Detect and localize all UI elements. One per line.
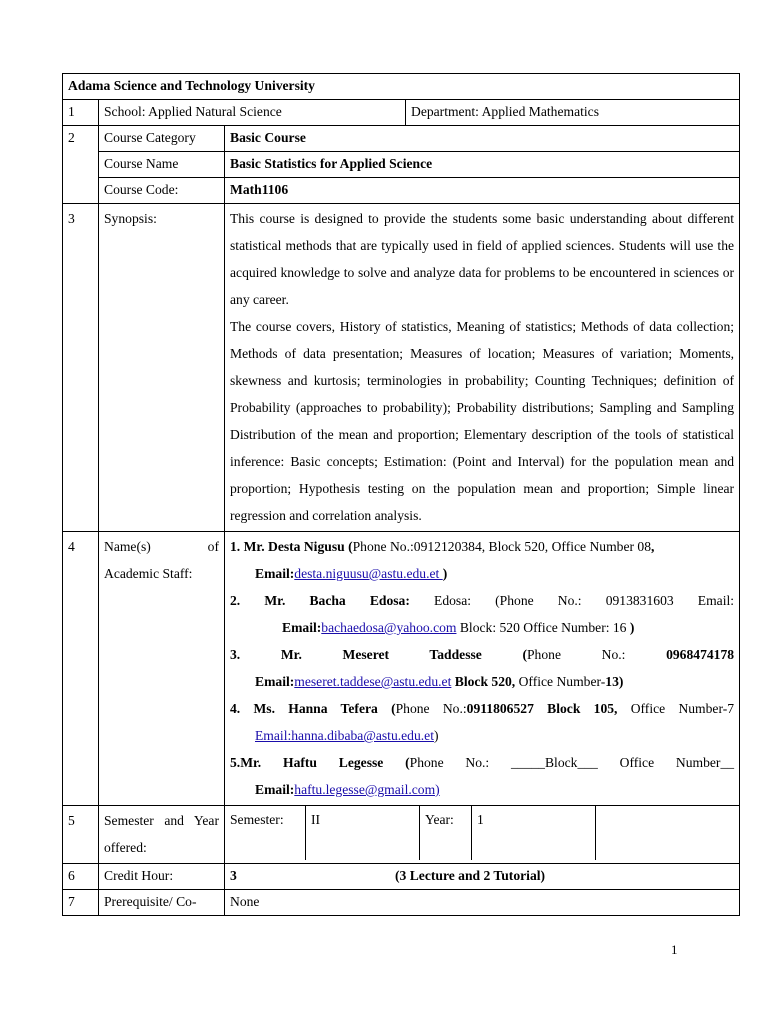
university-name: Adama Science and Technology University xyxy=(63,74,740,100)
staff-entry-3: 3. Mr. Meseret Taddesse (Phone No.: 0968474178 xyxy=(230,647,735,662)
row-course-name xyxy=(63,152,740,178)
staff-label: Name(s) of Academic Staff: xyxy=(99,532,225,806)
year-value: 1 xyxy=(472,806,596,860)
course-name-label: Course Name xyxy=(99,152,225,178)
staff-email-link[interactable]: haftu.legesse@gmail.com) xyxy=(294,782,440,797)
semester-label: Semester and Year offered: xyxy=(99,806,225,864)
row-course-code xyxy=(63,178,740,204)
prerequisite-label: Prerequisite/ Co- xyxy=(99,890,225,916)
course-code-label: Course Code: xyxy=(99,178,225,204)
semester-value: II xyxy=(306,806,420,860)
year-label: Year: xyxy=(420,806,472,860)
staff-email-link[interactable]: Email:hanna.dibaba@astu.edu.et xyxy=(255,728,434,743)
row-number: 4 xyxy=(63,532,99,806)
header-row xyxy=(63,74,740,100)
staff-entry-4: 4. Ms. Hanna Tefera (Phone No.:0911806527 Block 105, Office Number-7 xyxy=(230,701,735,716)
page-number: 1 xyxy=(671,942,678,957)
row-prerequisite xyxy=(63,890,740,916)
semester-label-cell: Semester: xyxy=(225,806,306,860)
course-name-value: Basic Statistics for Applied Science xyxy=(225,152,740,178)
credit-hour-detail: (3 Lecture and 2 Tutorial) xyxy=(395,868,546,883)
staff-entry-1: 1. Mr. Desta Nigusu (Phone No.:0912120384, Block 520, Office Number 08, Email:desta.niguusu@astu.edu.et ) xyxy=(230,539,655,581)
row-credit-hour xyxy=(63,864,740,890)
row-staff xyxy=(63,532,740,806)
course-category-value: Basic Course xyxy=(225,126,740,152)
empty-cell xyxy=(596,806,739,860)
row-course-category xyxy=(63,126,740,152)
synopsis-paragraph-2: The course covers, History of statistics, Meaning of statistics; Methods of data collection; Methods of data presentation; Measures of location; Measures of variation; Moments, skewness and kurtosis; terminologies in probability; Counting Techniques; definition of Probability (approaches to probability); Probability distributions; Sampling and Sampling Distribution of the mean and proportion; Elementary description of the tools of statistical inference: Basic concepts; Estimation: (Point and Interval) for the population mean and proportion; Hypothesis testing on the population mean and proportion; Simple linear regression and correlation analysis. xyxy=(230,319,735,523)
staff-email-link[interactable]: bachaedosa@yahoo.com xyxy=(321,620,457,635)
row-number: 1 xyxy=(63,100,99,126)
course-table xyxy=(62,73,740,916)
synopsis-text xyxy=(225,204,740,532)
credit-hour-value: 3 (3 Lecture and 2 Tutorial) xyxy=(225,864,740,890)
credit-hour-label: Credit Hour: xyxy=(99,864,225,890)
row-number: 5 xyxy=(63,806,99,864)
row-number: 6 xyxy=(63,864,99,890)
school-cell: School: Applied Natural Science xyxy=(99,100,406,126)
staff-entry-2: 2. Mr. Bacha Edosa: Edosa: (Phone No.: 0913831603 Email: xyxy=(230,593,735,608)
staff-email-link[interactable]: meseret.taddese@astu.edu.et xyxy=(294,674,452,689)
course-category-label: Course Category xyxy=(99,126,225,152)
staff-email-link[interactable]: desta.niguusu@astu.edu.et xyxy=(294,566,443,581)
semester-year-cell xyxy=(225,806,740,864)
row-semester xyxy=(63,806,740,864)
row-school xyxy=(63,100,740,126)
row-synopsis xyxy=(63,204,740,532)
row-number: 2 xyxy=(63,126,99,204)
staff-list: 1. Mr. Desta Nigusu (Phone No.:0912120384, Block 520, Office Number 08, Email:desta.niguusu@astu.edu.et ) 2. Mr. Bacha Edosa: Edosa: (Phone No.: 0913831603 Email: Email:bachaedosa@yahoo.com Block: 520 Office Number: 16 ) 3. Mr. Meseret Taddesse (Phone No.: 0968474178 Email:meseret.taddese@astu.edu.et Block 520, Office Number-13) 4. Ms. Hanna Tefera (Phone No.:0911806527 Block 105, Office Number-7 Email:hanna.dibaba@astu.edu.et) 5.Mr. Haftu Legesse (Phone No.: _____Block___ Office Number__ Email:haftu.legesse@gmail.com) xyxy=(225,532,740,806)
row-number: 3 xyxy=(63,204,99,532)
row-number: 7 xyxy=(63,890,99,916)
synopsis-paragraph-1: This course is designed to provide the students some basic understanding about different statistical methods that are typically used in field of applied sciences. Students will use the acquired knowledge to solve and analyze data for problems to be encountered in sciences or any career. xyxy=(230,211,735,307)
course-code-value: Math1106 xyxy=(225,178,740,204)
prerequisite-value: None xyxy=(225,890,740,916)
staff-entry-5: 5.Mr. Haftu Legesse (Phone No.: _____Block___ Office Number__ xyxy=(230,755,735,770)
synopsis-label: Synopsis: xyxy=(99,204,225,532)
department-cell: Department: Applied Mathematics xyxy=(406,100,740,126)
